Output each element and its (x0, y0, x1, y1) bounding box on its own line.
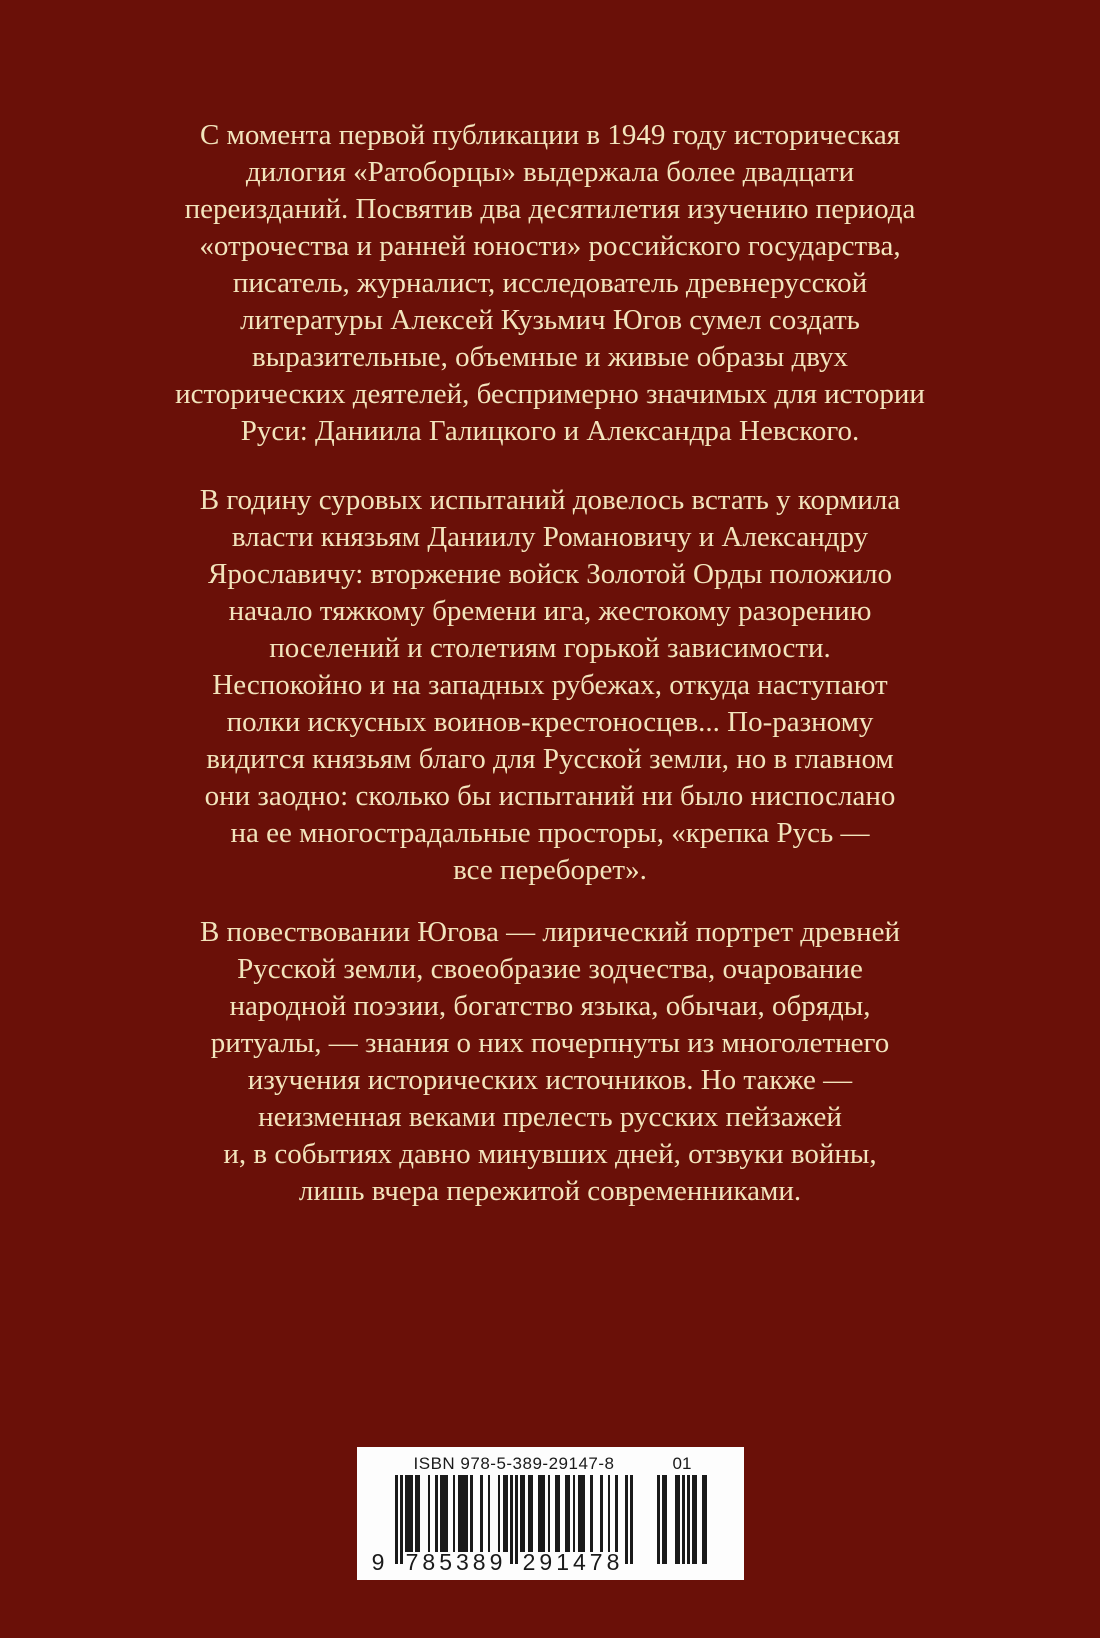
barcode-bar (395, 1475, 398, 1564)
barcode-bar (687, 1475, 690, 1564)
barcode-bar (435, 1475, 438, 1552)
text-line: переизданий. Посвятив два десятилетия изучению периода (184, 193, 916, 225)
text-line: все переборет». (453, 854, 647, 886)
barcode-bar (608, 1475, 611, 1552)
barcode-bar (453, 1475, 456, 1552)
text-line: власти князьям Даниилу Романовичу и Александру (231, 521, 869, 553)
text-line: поселений и столетиям горькой зависимости. (269, 632, 831, 664)
barcode-bar (498, 1475, 501, 1552)
barcode-bar (558, 1475, 561, 1552)
barcode-bar (410, 1475, 413, 1552)
barcode-bar (583, 1475, 586, 1552)
text-line: на ее многострадальные просторы, «крепка Русь — (230, 817, 870, 849)
barcode-bar (573, 1475, 576, 1552)
barcode-bar (465, 1475, 468, 1552)
barcode-bar (705, 1475, 708, 1564)
text-line: В повествовании Югова — лирический портрет древней (199, 916, 901, 948)
text-line: Неспокойно и на западных рубежах, откуда наступают (212, 669, 888, 701)
barcode-bar (548, 1475, 551, 1552)
text-line: «отрочества и ранней юности» российского государства, (199, 230, 901, 262)
barcode-digits-group1: 785389 (405, 1549, 507, 1575)
barcode-digit-lead: 9 (371, 1549, 385, 1575)
barcode-bar (682, 1475, 685, 1564)
text-line: полки искусных воинов-крестоносцев... По-разному (226, 706, 874, 738)
text-line: начало тяжкому бремени ига, жестокому разорению (228, 595, 872, 627)
barcode-bar (480, 1475, 483, 1552)
barcode-bar (515, 1475, 518, 1564)
text-line: В годину суровых испытаний довелось встать у кормила (199, 484, 901, 516)
text-line: изучения исторических источников. Но также — (247, 1064, 853, 1096)
annotation-paragraph-2 (0, 482, 1100, 889)
text-line: С момента первой публикации в 1949 году историческая (199, 119, 901, 151)
text-line: выразительные, объемные и живые образы двух (252, 341, 848, 373)
barcode-addon-number: 01 (672, 1454, 692, 1473)
text-line: писатель, журналист, исследователь древнерусской (232, 267, 868, 299)
barcode-bar (590, 1475, 593, 1552)
text-line: исторических деятелей, беспримерно значимых для истории (175, 378, 925, 410)
barcode-bar (428, 1475, 431, 1552)
text-line: ритуалы, — знания о них почерпнуты из многолетнего (210, 1027, 890, 1059)
text-line: и, в событиях давно минувших дней, отзвуки войны, (223, 1138, 877, 1170)
text-line: Руси: Даниила Галицкого и Александра Невского. (240, 415, 860, 447)
annotation-paragraph-1 (0, 117, 1100, 450)
barcode-bar (418, 1475, 421, 1552)
text-line: видится князьям благо для Русской земли, но в главном (206, 743, 894, 775)
ean2-addon-barcode (657, 1475, 707, 1564)
text-line: Ярославичу: вторжение войск Золотой Орды положило (208, 558, 892, 590)
isbn-number: ISBN 978-5-389-29147-8 (413, 1454, 615, 1473)
text-line: неизменная веками прелесть русских пейзажей (258, 1101, 842, 1133)
barcode-bar (510, 1475, 513, 1564)
barcode-bar (615, 1475, 618, 1552)
barcode-bar (505, 1475, 508, 1552)
text-line: Русской земли, своеобразие зодчества, очарование (237, 953, 863, 985)
annotation-paragraph-3 (0, 914, 1100, 1210)
text-line: народной поэзии, богатство языка, обычаи, обряды, (229, 990, 871, 1022)
barcode-digits-group2: 291478 (522, 1549, 624, 1575)
barcode-bar (543, 1475, 546, 1552)
barcode-bar (600, 1475, 603, 1552)
barcode-bar (445, 1475, 448, 1552)
text-line: они заодно: сколько бы испытаний ни было ниспослано (204, 780, 896, 812)
barcode-bar (470, 1475, 473, 1552)
barcode-bar (657, 1475, 660, 1564)
text-line: литературы Алексей Кузьмич Югов сумел создать (240, 304, 860, 336)
barcode-bar (677, 1475, 680, 1564)
text-line: лишь вчера пережитой современниками. (298, 1175, 802, 1207)
isbn-barcode-box (357, 1447, 744, 1580)
text-line: дилогия «Ратоборцы» выдержала более двадцати (245, 156, 855, 188)
barcode-bar (488, 1475, 491, 1552)
barcode-bar (665, 1475, 668, 1564)
barcode-bar (530, 1475, 533, 1552)
barcode-bar (630, 1475, 633, 1564)
barcode-bar (695, 1475, 698, 1564)
barcode-bar (523, 1475, 526, 1552)
barcode-bar (568, 1475, 571, 1552)
